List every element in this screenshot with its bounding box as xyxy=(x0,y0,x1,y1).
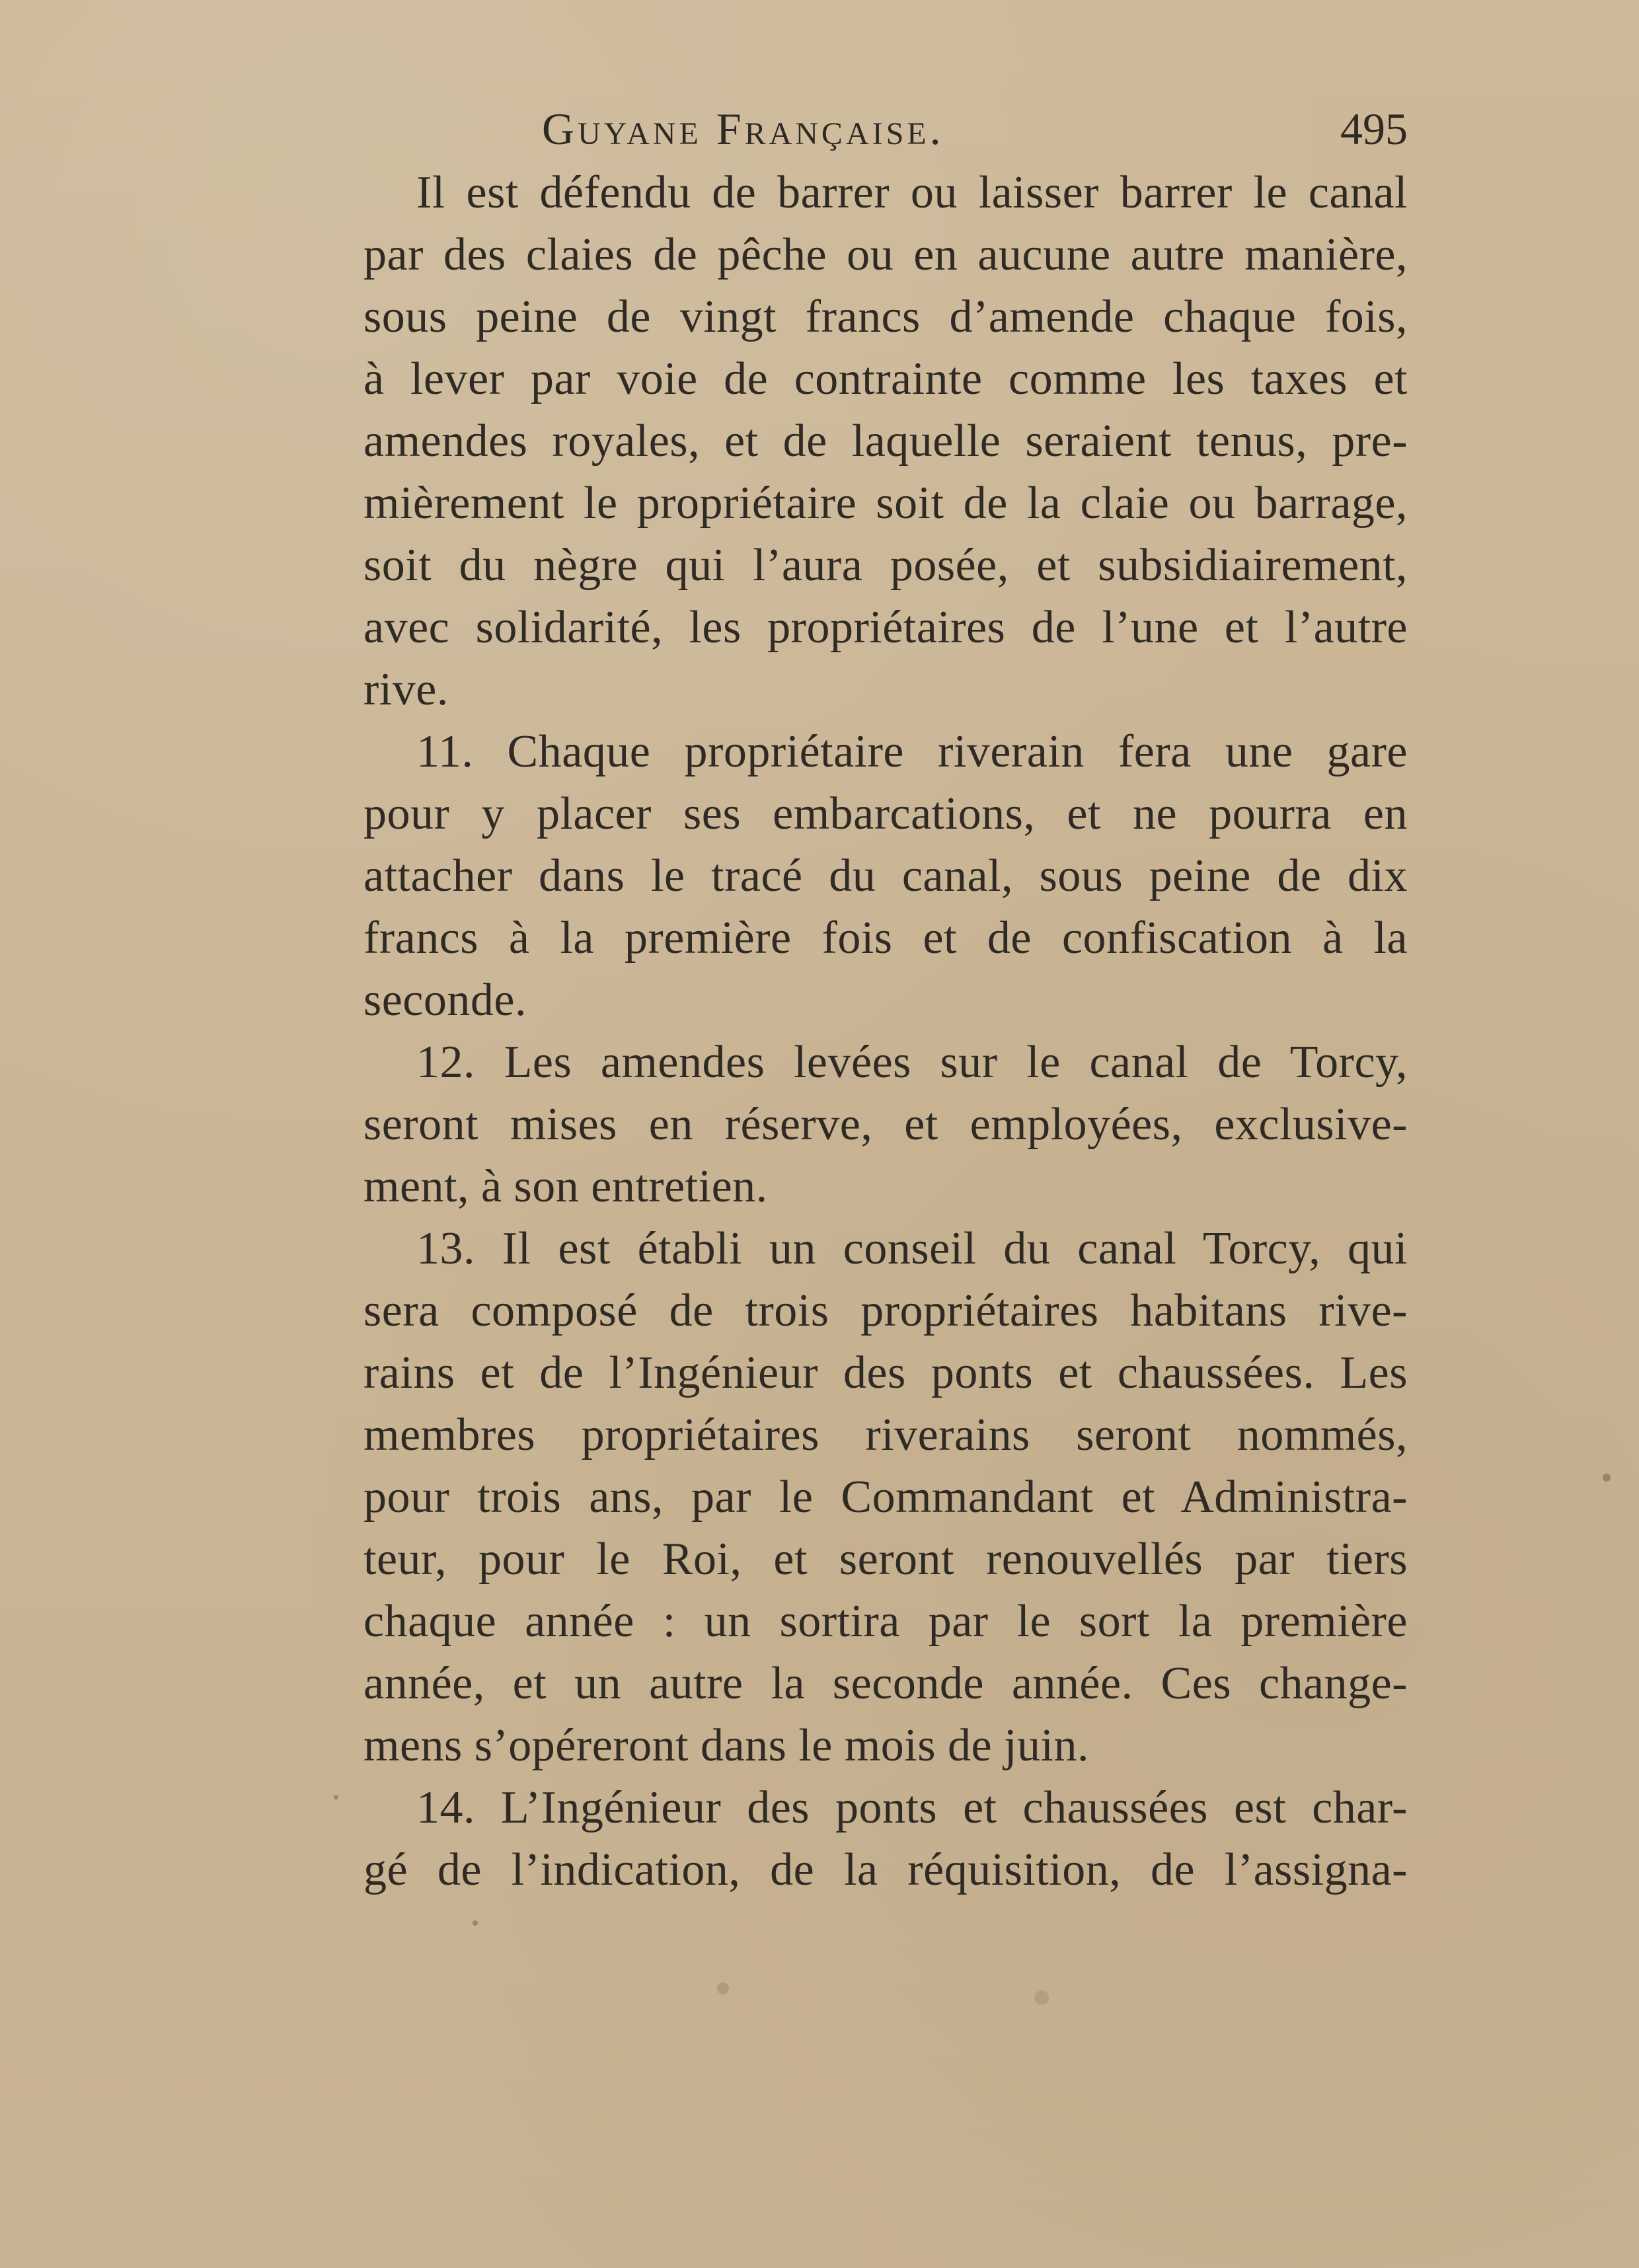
paper-stain xyxy=(1034,1990,1049,2005)
text-line: 11. Chaque propriétaire riverain fera une gare xyxy=(416,726,1408,777)
text-line: avec solidarité, les propriétaires de l’une et l’autre xyxy=(363,602,1408,653)
text-line: mens s’opéreront dans le mois de juin. xyxy=(363,1720,1089,1771)
text-line: teur, pour le Roi, et seront renouvellés par tiers xyxy=(363,1534,1408,1585)
text-line: pour trois ans, par le Commandant et Administra- xyxy=(363,1472,1408,1523)
text-line: francs à la première fois et de confiscation à la xyxy=(363,913,1408,964)
text-line: année, et un autre la seconde année. Ces change- xyxy=(363,1658,1408,1709)
text-line: amendes royales, et de laquelle seraient tenus, pre- xyxy=(363,416,1408,467)
paragraph-article-14 xyxy=(311,1777,1408,1901)
text-line: pour y placer ses embarcations, et ne pourra en xyxy=(363,788,1408,839)
paragraph-article-12 xyxy=(311,1032,1408,1218)
text-line: chaque année : un sortira par le sort la première xyxy=(363,1596,1408,1647)
text-line: par des claies de pêche ou en aucune autre manière, xyxy=(363,229,1408,280)
text-line: membres propriétaires riverains seront nommés, xyxy=(363,1410,1408,1460)
running-head-title: Guyane Française. xyxy=(542,104,944,154)
text-line: 13. Il est établi un conseil du canal Torcy, qui xyxy=(416,1223,1408,1274)
text-line: seconde. xyxy=(363,975,527,1026)
text-line: gé de l’indication, de la réquisition, de l’assigna- xyxy=(363,1844,1408,1895)
body-text xyxy=(311,162,1408,1946)
paper-speck xyxy=(1603,1474,1611,1482)
paragraph-article-11 xyxy=(311,721,1408,1032)
text-line: à lever par voie de contrainte comme les taxes et xyxy=(363,354,1408,404)
text-line: Il est défendu de barrer ou laisser barrer le canal xyxy=(416,167,1408,218)
text-line: 12. Les amendes levées sur le canal de Torcy, xyxy=(416,1037,1408,1088)
paper-speck xyxy=(334,1795,338,1799)
paragraph-canal-blocking xyxy=(311,162,1408,721)
text-line: sous peine de vingt francs d’amende chaque fois, xyxy=(363,291,1408,342)
text-line: rains et de l’Ingénieur des ponts et chaussées. Les xyxy=(363,1347,1408,1398)
text-line: sera composé de trois propriétaires habitans rive- xyxy=(363,1285,1408,1336)
text-line: 14. L’Ingénieur des ponts et chaussées est char- xyxy=(416,1782,1408,1833)
text-line: rive. xyxy=(363,664,449,715)
paragraph-article-13 xyxy=(311,1218,1408,1777)
paper-stain xyxy=(717,1983,729,1994)
text-line: attacher dans le tracé du canal, sous peine de dix xyxy=(363,850,1408,901)
page-number: 495 xyxy=(1340,104,1408,154)
text-line: soit du nègre qui l’aura posée, et subsidiairement, xyxy=(363,540,1408,591)
text-line: seront mises en réserve, et employées, exclusive- xyxy=(363,1099,1408,1150)
text-line: mièrement le propriétaire soit de la claie ou barrage, xyxy=(363,478,1408,529)
paper-speck xyxy=(473,1920,478,1926)
text-line: ment, à son entretien. xyxy=(363,1161,768,1212)
